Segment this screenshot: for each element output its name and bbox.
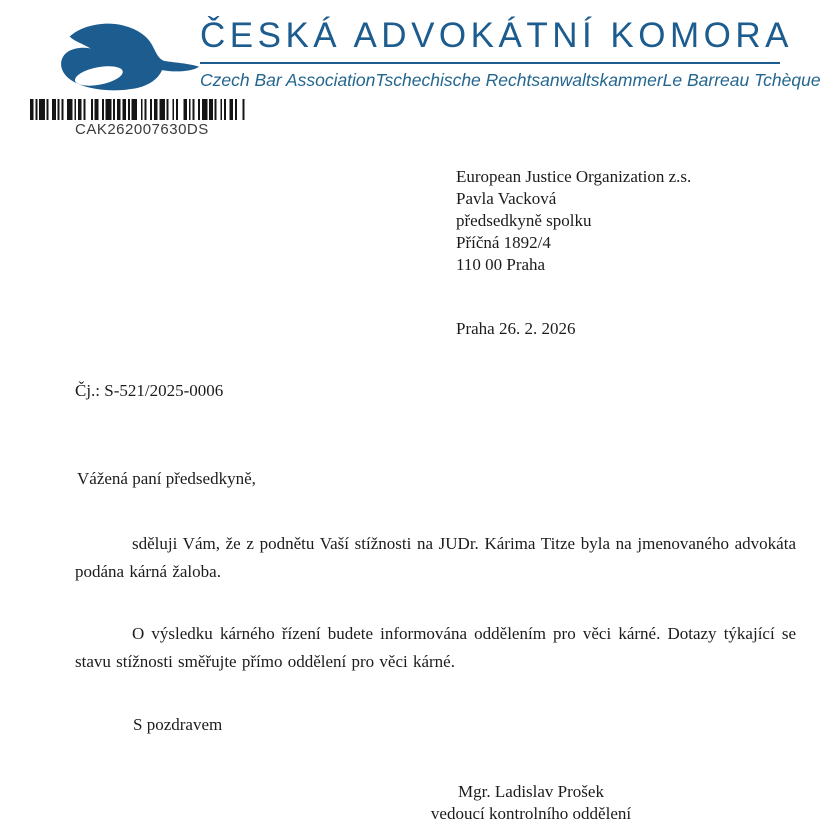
cak-logo-icon xyxy=(54,23,202,91)
barcode-label: CAK262007630DS xyxy=(75,121,209,138)
recipient-line: Pavla Vacková xyxy=(456,189,557,208)
salutation: Vážená paní předsedkyně, xyxy=(77,469,256,488)
signature-block xyxy=(381,781,681,825)
signature-title: vedoucí kontrolního oddělení xyxy=(430,804,632,823)
subtitle-german: Tschechische Rechtsanwaltskammer xyxy=(375,70,663,90)
recipient-line: Příčná 1892/4 xyxy=(456,233,551,252)
body-paragraph-1: sděluji Vám, že z podnětu Vaší stížnosti na JUDr. Kárima Titze byla na jmenovaného advokáta podána kárná žaloba. xyxy=(75,534,796,581)
body-paragraph-2: O výsledku kárného řízení budete informována oddělením pro věci kárné. Dotazy týkající se stavu stížnosti směřujte přímo oddělení pro věci kárné. xyxy=(75,624,796,671)
reference-number: Čj.: S-521/2025-0006 xyxy=(75,381,224,400)
signature-name: Mgr. Ladislav Prošek xyxy=(458,782,604,801)
recipient-address xyxy=(456,166,691,276)
closing: S pozdravem xyxy=(133,715,223,734)
recipient-line: 110 00 Praha xyxy=(456,255,546,274)
barcode-bars-icon xyxy=(30,99,248,120)
subtitle-french: Le Barreau Tchèque xyxy=(662,70,821,90)
header-divider xyxy=(200,62,780,64)
organization-subtitles xyxy=(200,69,821,91)
date-line: Praha 26. 2. 2026 xyxy=(456,319,576,338)
barcode xyxy=(30,99,248,138)
recipient-line: European Justice Organization z.s. xyxy=(456,167,692,186)
recipient-line: předsedkyně spolku xyxy=(456,211,592,230)
subtitle-english: Czech Bar Association xyxy=(200,70,376,90)
organization-name: ČESKÁ ADVOKÁTNÍ KOMORA xyxy=(200,16,793,55)
letterhead-text xyxy=(200,16,821,91)
